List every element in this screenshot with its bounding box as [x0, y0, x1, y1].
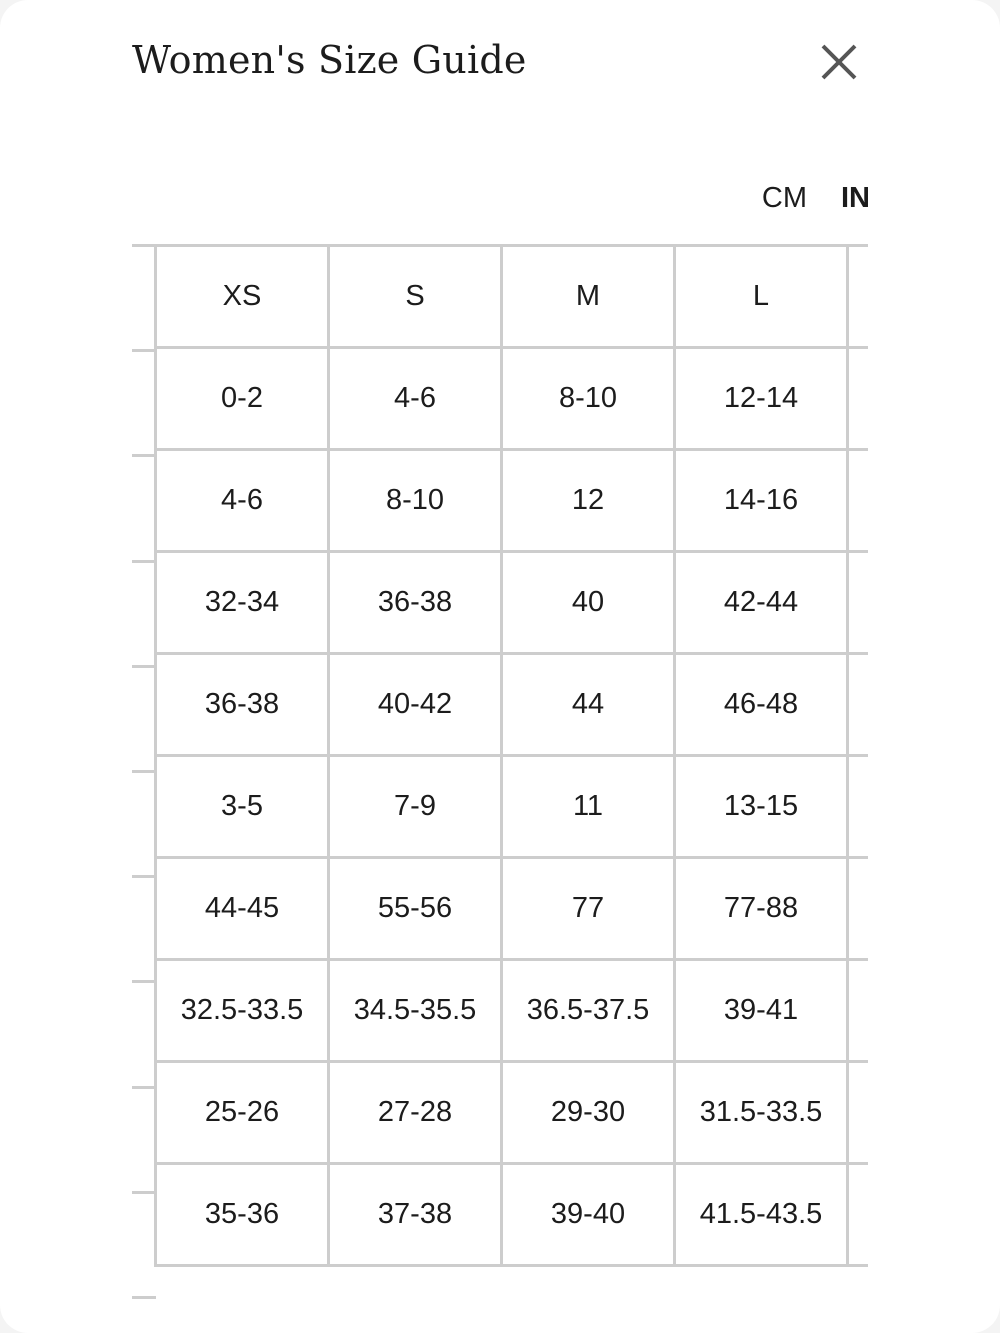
overflow-column-cell — [848, 348, 869, 450]
overflow-column-cell — [848, 1062, 869, 1164]
table-row — [156, 756, 869, 858]
table-cell: 41.5-43.5 — [675, 1164, 848, 1266]
table-cell: 31.5-33.5 — [675, 1062, 848, 1164]
table-cell: 3-5 — [156, 756, 329, 858]
table-cell: 42-44 — [675, 552, 848, 654]
table-cell: 77 — [502, 858, 675, 960]
table-cell: 36-38 — [156, 654, 329, 756]
table-row — [156, 654, 869, 756]
overflow-column-cell — [848, 756, 869, 858]
row-divider — [132, 560, 156, 563]
table-row — [156, 552, 869, 654]
table-cell: 37-38 — [329, 1164, 502, 1266]
table-row — [156, 348, 869, 450]
unit-option-cm[interactable]: CM — [761, 181, 807, 214]
table-cell: 14-16 — [675, 450, 848, 552]
table-cell: 55-56 — [329, 858, 502, 960]
row-divider — [132, 770, 156, 773]
row-divider — [132, 665, 156, 668]
table-cell: 8-10 — [329, 450, 502, 552]
table-cell: 29-30 — [502, 1062, 675, 1164]
table-cell: 36-38 — [329, 552, 502, 654]
table-cell: 34.5-35.5 — [329, 960, 502, 1062]
overflow-column-cell — [848, 960, 869, 1062]
overflow-column-cell — [848, 552, 869, 654]
row-divider — [132, 875, 156, 878]
table-cell: 46-48 — [675, 654, 848, 756]
table-cell: 40-42 — [329, 654, 502, 756]
table-row — [156, 450, 869, 552]
table-cell: 77-88 — [675, 858, 848, 960]
table-cell: 36.5-37.5 — [502, 960, 675, 1062]
row-divider — [132, 1191, 156, 1194]
overflow-column-cell — [848, 450, 869, 552]
row-divider — [132, 244, 156, 247]
dialog-title: Women's Size Guide — [132, 38, 527, 82]
size-header-cell: M — [502, 246, 675, 348]
table-cell: 12 — [502, 450, 675, 552]
overflow-column-cell — [848, 654, 869, 756]
table-header-row — [156, 246, 869, 348]
size-table-scroll-area[interactable] — [132, 244, 868, 1303]
table-cell: 4-6 — [156, 450, 329, 552]
row-divider — [132, 454, 156, 457]
table-cell: 13-15 — [675, 756, 848, 858]
row-divider — [132, 1086, 156, 1089]
table-cell: 0-2 — [156, 348, 329, 450]
table-cell: 4-6 — [329, 348, 502, 450]
table-cell: 32.5-33.5 — [156, 960, 329, 1062]
table-row — [156, 1164, 869, 1266]
table-cell: 39-40 — [502, 1164, 675, 1266]
table-cell: 35-36 — [156, 1164, 329, 1266]
table-cell: 40 — [502, 552, 675, 654]
table-cell: 12-14 — [675, 348, 848, 450]
table-cell: 44 — [502, 654, 675, 756]
close-button[interactable] — [815, 38, 863, 86]
row-divider — [132, 980, 156, 983]
table-cell: 44-45 — [156, 858, 329, 960]
table-cell: 39-41 — [675, 960, 848, 1062]
row-divider — [132, 349, 156, 352]
size-header-cell: S — [329, 246, 502, 348]
table-row — [156, 858, 869, 960]
table-cell: 27-28 — [329, 1062, 502, 1164]
table-cell: 8-10 — [502, 348, 675, 450]
overflow-column-cell — [848, 1164, 869, 1266]
close-icon — [815, 38, 863, 86]
overflow-column-cell — [848, 858, 869, 960]
size-header-cell: XS — [156, 246, 329, 348]
unit-toggle — [740, 178, 870, 218]
table-row — [156, 960, 869, 1062]
table-cell: 32-34 — [156, 552, 329, 654]
table-cell: 25-26 — [156, 1062, 329, 1164]
size-table — [154, 244, 868, 1267]
size-header-cell: L — [675, 246, 848, 348]
row-divider — [132, 1296, 156, 1299]
overflow-column-cell — [848, 246, 869, 348]
unit-option-in[interactable]: IN — [841, 181, 870, 214]
table-row — [156, 1062, 869, 1164]
table-cell: 7-9 — [329, 756, 502, 858]
table-cell: 11 — [502, 756, 675, 858]
